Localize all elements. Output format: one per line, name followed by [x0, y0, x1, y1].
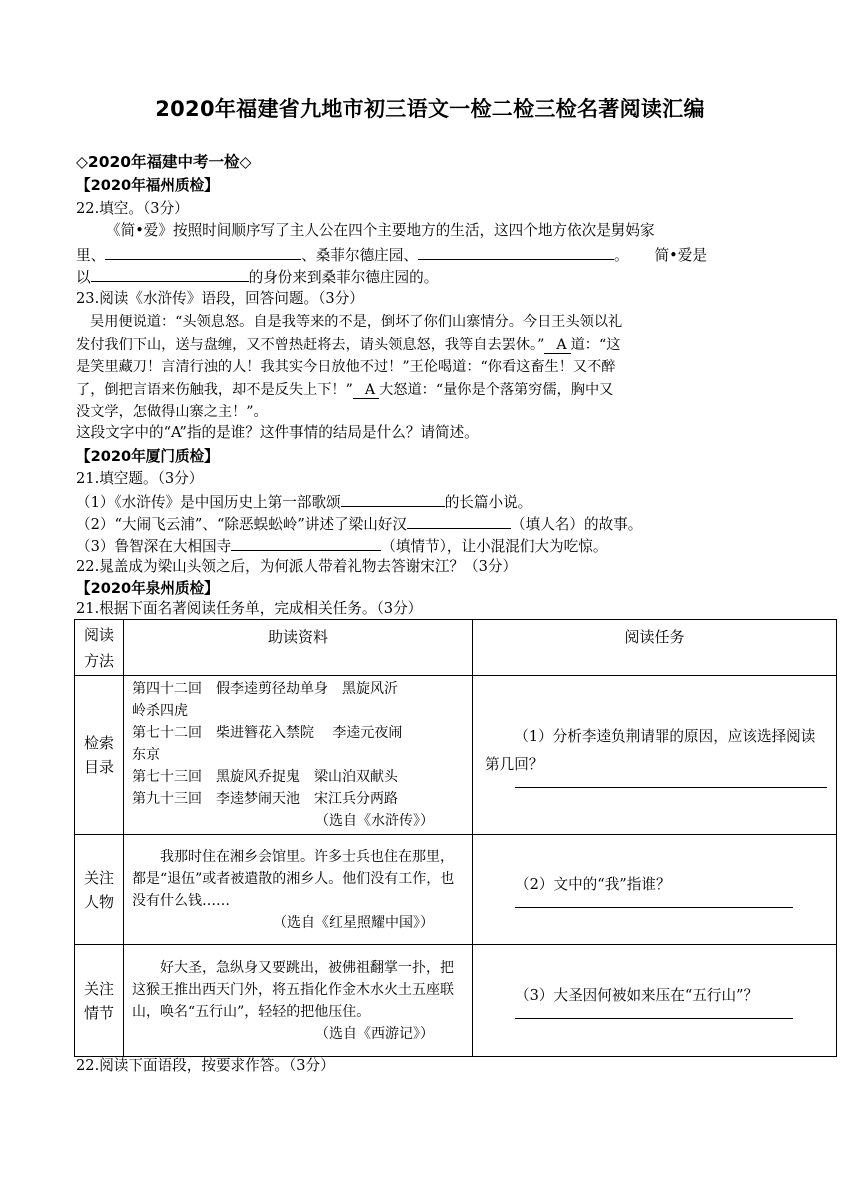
task-cell [473, 835, 837, 945]
text-span: （填情节），让小混混们大为吃惊。 [381, 538, 608, 555]
text-span: 道：“这 [570, 337, 621, 353]
text-span: 了，倒把言语来伤触我，却不是反失上下！” [76, 382, 353, 398]
answer-blank[interactable] [407, 512, 511, 529]
toc-line: 东京 [131, 747, 160, 763]
fuzhou-q23-question: 这段文字中的“A”指的是谁？这件事情的结局是什么？请简述。 [76, 424, 479, 441]
source-note: （选自《红星照耀中国》） [273, 914, 434, 931]
text-span: 、桑菲尔德庄园、 [301, 247, 418, 264]
xiamen-heading: 【2020年厦门质检】 [76, 448, 219, 465]
task-cell [473, 945, 837, 1057]
exam-section-heading: ◇2020年福建中考一检◇ [76, 153, 252, 171]
answer-blank[interactable] [418, 243, 614, 260]
reading-task-table [74, 619, 837, 1057]
fuzhou-q23: 23.阅读《水浒传》语段，回答问题。（3分） [76, 290, 364, 307]
header-task: 阅读任务 [473, 620, 837, 676]
answer-line[interactable] [515, 1012, 793, 1019]
xiamen-item3 [76, 534, 607, 558]
quanzhou-heading: 【2020年泉州质检】 [76, 580, 219, 597]
method-cell [75, 945, 124, 1057]
quanzhou-q22: 22.阅读下面语段，按要求作答。（3分） [76, 1057, 335, 1074]
xiamen-item1 [76, 490, 532, 514]
passage-line: 没文学，怎做得山寨之主！”。 [76, 404, 268, 420]
toc-line: 岭杀四虎 [131, 703, 188, 719]
task-text: （2）文中的“我”指谁？ [515, 876, 671, 893]
fuzhou-q22: 22.填空。（3分） [76, 200, 189, 217]
header-material: 助读资料 [123, 620, 472, 676]
text-span: （1）《水浒传》是中国历史上第一部歌颂 [76, 494, 341, 511]
table-row [75, 945, 837, 1057]
material-cell [123, 945, 472, 1057]
fuzhou-q22-line3 [76, 265, 438, 289]
task-text: （1）分析李逵负荆请罪的原因，应该选择阅读第几回？ [485, 727, 816, 773]
toc-line: 第四十二回 假李逵剪径劫单身 黑旋风沂 [131, 681, 398, 697]
passage-line: 吴用便说道：“头领息怒。自是我等来的不是，倒坏了你们山寨情分。今日王头领以礼 [90, 314, 623, 330]
passage-line [76, 334, 620, 356]
text-span: 简•爱是 [654, 247, 707, 264]
table-row [75, 835, 837, 945]
xiamen-item2 [76, 512, 642, 536]
answer-blank[interactable] [105, 243, 301, 260]
text-span: 的长篇小说。 [444, 494, 533, 511]
excerpt-text: 好大圣，急纵身又要跳出，被佛祖翻掌一扑，把这猴王推出西天门外，将五指化作金木水火土五座联山，唤名“五行山”，轻轻的把他压住。 [131, 959, 454, 1020]
text-span: （2）“大闹飞云浦”、“除恶蜈蚣岭”讲述了梁山好汉 [76, 516, 408, 533]
underlined-a: A [353, 382, 379, 399]
toc-line: 第七十三回 黑旋风乔捉鬼 梁山泊双献头 [131, 769, 398, 785]
header-method [75, 620, 124, 676]
fuzhou-q22-line1: 《简•爱》按照时间顺序写了主人公在四个主要地方的生活，这四个地方依次是舅妈家 [106, 222, 655, 239]
quanzhou-q21: 21.根据下面名著阅读任务单，完成相关任务。（3分） [76, 600, 423, 617]
answer-blank[interactable] [91, 265, 249, 282]
excerpt-text: 我那时住在湘乡会馆里。许多士兵也住在那里，都是“退伍”或者被遣散的湘乡人。他们没有工作，也没有什么钱…… [131, 848, 455, 909]
source-note: （选自《水浒传》） [315, 813, 434, 829]
text-span: 大怒道：“量你是个落第穷儒，胸中又 [379, 382, 614, 398]
fuzhou-heading: 【2020年福州质检】 [76, 177, 219, 194]
source-note: （选自《西游记》） [315, 1025, 434, 1042]
task-cell [473, 676, 837, 835]
answer-line[interactable] [515, 781, 827, 788]
toc-line: 第九十三回 李逵梦闹天池 宋江兵分两路 [131, 791, 398, 807]
passage-line [76, 379, 613, 401]
answer-blank[interactable] [231, 534, 381, 551]
toc-line: 第七十二回 柴进簪花入禁院 李逵元夜闹 [131, 725, 403, 741]
underlined-a: A [544, 337, 570, 354]
passage-line: 是笑里藏刀！言清行浊的人！我其实今日放他不过！”王伦喝道：“你看这畜生！又不醉 [76, 359, 616, 375]
fuzhou-q22-line2 [76, 243, 707, 267]
header-method-label: 阅读方法 [83, 625, 114, 670]
answer-blank[interactable] [341, 490, 445, 507]
xiamen-q21: 21.填空题。（3分） [76, 470, 204, 487]
method-label: 关注人物 [83, 868, 114, 911]
table-header-row [75, 620, 837, 676]
method-label: 关注情节 [83, 979, 114, 1022]
text-span: 里、 [76, 247, 106, 264]
text-span: （3）鲁智深在大相国寺 [76, 538, 232, 555]
text-span: 的身份来到桑菲尔德庄园的。 [248, 269, 439, 286]
text-span: （填人名）的故事。 [511, 516, 643, 533]
text-span: 以 [76, 269, 91, 286]
answer-line[interactable] [515, 901, 793, 908]
text-span: 。 [613, 247, 629, 264]
material-cell [123, 835, 472, 945]
method-label: 检索目录 [83, 734, 114, 776]
method-cell [75, 835, 124, 945]
xiamen-q22: 22.晁盖成为梁山头领之后，为何派人带着礼物去答谢宋江？（3分） [76, 558, 518, 575]
table-row [75, 676, 837, 835]
task-text: （3）大圣因何被如来压在“五行山”？ [515, 987, 759, 1004]
text-span: 发付我们下山，送与盘缠，又不曾热赶将去，请头领息怒，我等自去罢休。” [76, 337, 545, 353]
method-cell [75, 676, 124, 835]
material-cell [123, 676, 472, 835]
document-title: 2020年福建省九地市初三语文一检二检三检名著阅读汇编 [155, 97, 705, 121]
